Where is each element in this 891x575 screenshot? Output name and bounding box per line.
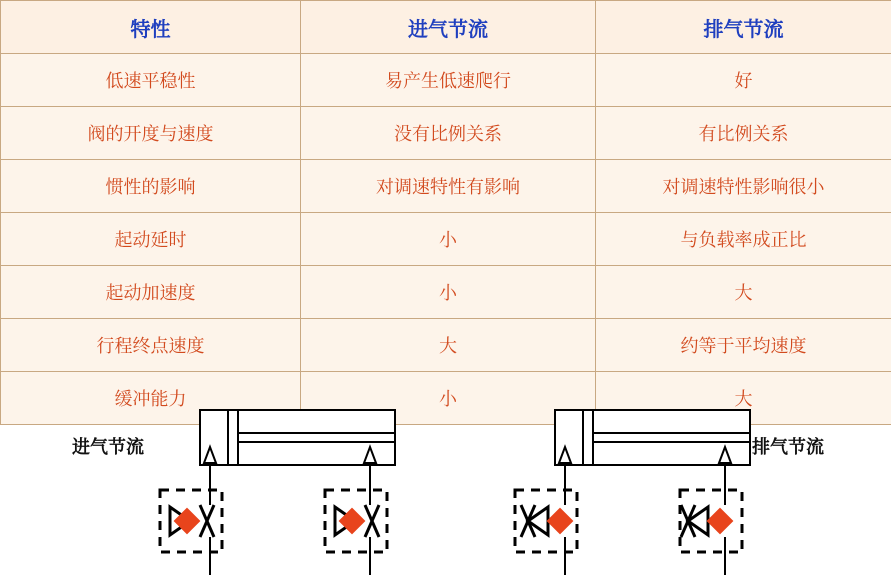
- cell-outlet: 大: [596, 266, 891, 319]
- table-row: [1, 266, 891, 319]
- cell-outlet: 对调速特性影响很小: [596, 160, 891, 213]
- cell-feature: 惯性的影响: [1, 160, 301, 213]
- cell-inlet: 没有比例关系: [301, 107, 596, 160]
- cell-inlet: 小: [301, 372, 596, 425]
- table-row: [1, 213, 891, 266]
- cell-feature: 缓冲能力: [1, 372, 301, 425]
- cell-outlet: 约等于平均速度: [596, 319, 891, 372]
- throttle-diamond-right-b: [708, 509, 732, 533]
- diagram-label-inlet-throttle: 进气节流: [72, 437, 144, 457]
- cell-feature: 低速平稳性: [1, 54, 301, 107]
- cell-feature: 阀的开度与速度: [1, 107, 301, 160]
- circuit-svg: [0, 385, 891, 575]
- cell-inlet: 小: [301, 266, 596, 319]
- piston-left: [228, 410, 238, 465]
- cell-inlet: 小: [301, 213, 596, 266]
- cell-feature: 起动加速度: [1, 266, 301, 319]
- cell-inlet: 对调速特性有影响: [301, 160, 596, 213]
- cell-outlet: 大: [596, 372, 891, 425]
- table-row: [1, 160, 891, 213]
- pneumatic-circuit-diagram: [0, 385, 891, 575]
- cell-inlet: 大: [301, 319, 596, 372]
- cell-outlet: 与负载率成正比: [596, 213, 891, 266]
- table-row: [1, 319, 891, 372]
- cell-feature: 行程终点速度: [1, 319, 301, 372]
- throttle-diamond-right-a: [548, 509, 572, 533]
- cell-outlet: 有比例关系: [596, 107, 891, 160]
- cell-feature: 起动延时: [1, 213, 301, 266]
- table-row: [1, 107, 891, 160]
- cell-outlet: 好: [596, 54, 891, 107]
- piston-right: [583, 410, 593, 465]
- column-header-inlet-throttle: 进气节流: [301, 1, 596, 54]
- right-circuit: [515, 410, 750, 575]
- table-row: [1, 54, 891, 107]
- diagram-label-outlet-throttle: 排气节流: [752, 437, 824, 457]
- column-header-feature: 特性: [1, 1, 301, 54]
- left-circuit: [160, 410, 395, 575]
- cell-inlet: 易产生低速爬行: [301, 54, 596, 107]
- column-header-outlet-throttle: 排气节流: [596, 1, 891, 54]
- table-header-row: [1, 1, 891, 54]
